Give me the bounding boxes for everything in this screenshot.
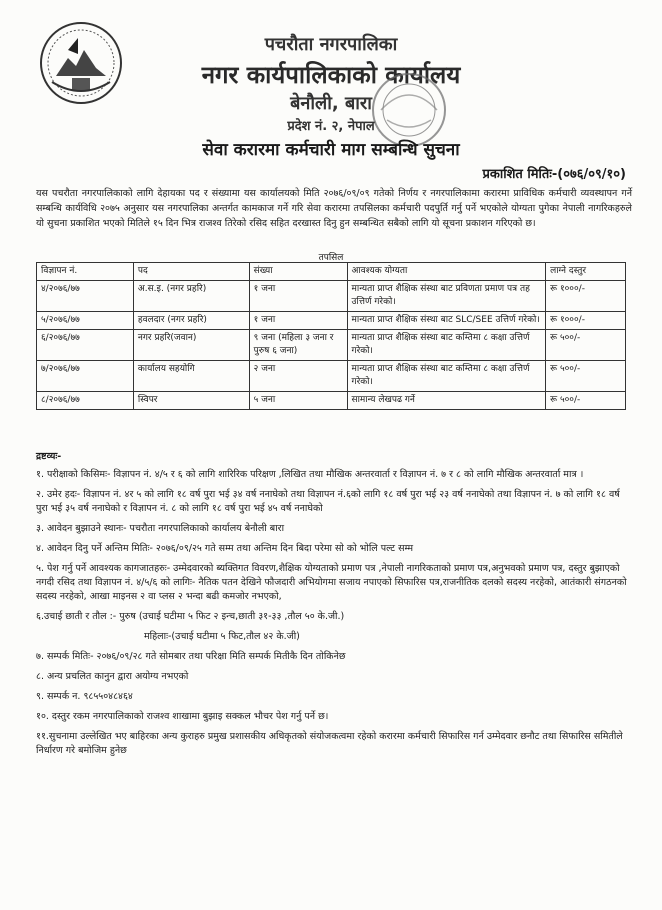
- note-item: ८. अन्य प्रचलित कानुन द्वारा अयोग्य नभएको: [36, 671, 189, 682]
- note-item: ७. सम्पर्क मितिः- २०७६/०९/२८ गते सोमबार तथा परिक्षा मिति सम्पर्क मितीकै दिन तोकिनेछ: [36, 651, 346, 662]
- ad-number-cell: ७/२०७६/७७: [37, 361, 134, 392]
- table-row: [37, 281, 626, 312]
- municipality-name: पचरौता नगरपालिका: [264, 34, 398, 55]
- note-item: ६.उचाई छाती र तौल :- पुरुष (उचाई घटीमा ५ फिट २ इन्च,छाती ३१-३३ ,तौल ५० के.जी.): [36, 611, 345, 622]
- table-row: [37, 361, 626, 392]
- office-name: नगर कार्यपालिकाको कार्यालय: [201, 61, 461, 89]
- count-cell: ९ जना (महिला ३ जना र पुरुष ६ जना): [249, 330, 347, 361]
- ad-number-cell: ६/२०७६/७७: [37, 330, 134, 361]
- notes-heading: द्रष्टव्यः-: [36, 451, 62, 462]
- office-location: बेनौली, बारा: [290, 93, 372, 114]
- ad-number-cell: ८/२०७६/७७: [37, 392, 134, 410]
- vacancy-table: [36, 262, 626, 410]
- col-header: संख्या: [249, 263, 347, 281]
- note-item: ४. आवेदन दिनु पर्ने अन्तिम मितिः- २०७६/०९/२५ गते सम्म तथा अन्तिम दिन बिदा परेमा सो को भोलि पल्ट सम्म: [36, 543, 414, 554]
- table-row: [37, 330, 626, 361]
- table-row: [37, 312, 626, 330]
- fee-cell: रू ५००/-: [546, 361, 626, 392]
- ad-number-cell: ४/२०७६/७७: [37, 281, 134, 312]
- note-item: २. उमेर हदः- विज्ञापन नं. ४र ५ को लागि १८ वर्ष पुरा भई ३४ वर्ष ननाघेको तथा विज्ञापन नं.६को लागि १८ वर्ष पुरा भई २३ वर्ष ननाघेको तथा विज्ञापन नं. ७ को लागि १८ वर्ष पुरा भई ३५ वर्ष ननाघेको र विज्ञापन नं. ८ को लागि १८ वर्ष पुरा भई ४५ वर्ष ननाघेको: [36, 489, 620, 514]
- post-cell: कार्यालय सहयोगि: [133, 361, 249, 392]
- qualification-cell: मान्यता प्राप्त शैक्षिक संस्था बाट कम्तिमा ८ कक्षा उत्तिर्ण गरेको।: [347, 361, 546, 392]
- post-cell: नगर प्रहरि(जवान): [133, 330, 249, 361]
- note-item: ३. आवेदन बुझाउने स्थानः- पचरौता नगरपालिकाको कार्यालय बेनौली बारा: [36, 523, 285, 534]
- qualification-cell: मान्यता प्राप्त शैक्षिक संस्था बाट SLC/SEE उत्तिर्ण गरेको।: [347, 312, 546, 330]
- fee-cell: रू १०००/-: [546, 312, 626, 330]
- office-province: प्रदेश नं. २, नेपाल: [287, 119, 375, 134]
- note-item: महिलाः-(उचाई घटीमा ५ फिट,तौल ४२ के.जी): [144, 631, 300, 642]
- published-date: प्रकाशित मितिः-(०७६/०९/१०): [482, 167, 626, 182]
- note-item: ११.सुचनामा उल्लेखित भए बाहिरका अन्य कुराहरु प्रमुख प्रशासकीय अधिकृतको संयोजकत्वमा रहेको करारमा कर्मचारी सिफारिस गर्न उम्मेदवार छनौट तथा सिफारिस समितीले निर्धारण गरे बमोजिम हुनेछ: [36, 731, 623, 756]
- col-header: विज्ञापन नं.: [37, 263, 134, 281]
- col-header: पद: [133, 263, 249, 281]
- ad-number-cell: ५/२०७६/७७: [37, 312, 134, 330]
- post-cell: अ.स.इ. (नगर प्रहरि): [133, 281, 249, 312]
- fee-cell: रू ५००/-: [546, 392, 626, 410]
- count-cell: ५ जना: [249, 392, 347, 410]
- fee-cell: रू ५००/-: [546, 330, 626, 361]
- note-item: १. परीक्षाको किसिमः- विज्ञापन नं. ४/५ र ६ को लागि शारिरिक परिक्षण ,लिखित तथा मौखिक अन्तरवार्ता र विज्ञापन नं. ७ र ८ को लागि मौखिक अन्तरवार्ता मात्र ।: [36, 469, 584, 480]
- col-header: लाग्ने दस्तुर: [546, 263, 626, 281]
- count-cell: १ जना: [249, 281, 347, 312]
- qualification-cell: सामान्य लेखपढ गर्ने: [347, 392, 546, 410]
- col-header: आवश्यक योग्यता: [347, 263, 546, 281]
- post-cell: स्विपर: [133, 392, 249, 410]
- fee-cell: रू १०००/-: [546, 281, 626, 312]
- intro-paragraph: यस पचरौता नगरपालिकाको लागि देहायका पद र संख्यामा यस कार्यालयको मिति २०७६/०९/०९ गतेको निर्णय र नगरपालिकामा करारमा प्राविधिक कर्मचारी व्यवस्थापन गर्ने सम्बन्धि कार्यविधि २०७५ अनुसार यस नगरपालिका अन्तर्गत कामकाज गर्ने गरि सेवा करारमा तपसिलका कर्मचारी पदपुर्ति गर्नु पर्ने भएकोले योग्यता पुगेका नेपाली नागरिकहरुले यो सुचना प्रकाशित भएको मितिले १५ दिन भित्र राजश्व तिरेको रसिद सहित दरखास्त दिनु हुन सम्बन्धित सबैको लागि यो सूचना प्रकाशन गरिएको छ।: [36, 188, 632, 229]
- note-item: ९. सम्पर्क न. ९८५५०४८४६४: [36, 691, 133, 702]
- notes-section: [36, 450, 632, 764]
- table-label: तपसिल: [318, 253, 344, 263]
- count-cell: २ जना: [249, 361, 347, 392]
- qualification-cell: मान्यता प्राप्त शैक्षिक संस्था बाट प्रविणता प्रमाण पत्र तह उत्तिर्ण गरेको।: [347, 281, 546, 312]
- table-row: [37, 392, 626, 410]
- table-header-row: [37, 263, 626, 281]
- notice-title: सेवा करारमा कर्मचारी माग सम्बन्धि सुचना: [202, 140, 460, 160]
- note-item: १०. दस्तुर रकम नगरपालिकाको राजश्व शाखामा बुझाइ सक्कल भौचर पेश गर्नु पर्ने छ।: [36, 711, 329, 722]
- count-cell: १ जना: [249, 312, 347, 330]
- post-cell: हवलदार (नगर प्रहरि): [133, 312, 249, 330]
- note-item: ५. पेश गर्नु पर्ने आवश्यक कागजातहरुः- उम्मेदवारको ब्यक्तिगत विवरण,शैक्षिक योग्यताको प्रमाण पत्र ,नेपाली नागरिकताको प्रमाण पत्र,अनुभवको प्रमाण पत्र, दस्तुर बुझाएको नगदी रसिद तथा विज्ञापन नं. ४/५/६ को लागिः- नैतिक पतन देखिने फौजदारी अभियोगमा सजाय नपाएको सिफारिस पत्र,राजनीतिक दलको सदस्य नरहेको, आतंकारी संगठनको सदस्य नरहेको, आखा माइनस २ वा प्लस २ भन्दा बढी कमजोर नभएको,: [36, 563, 627, 602]
- qualification-cell: मान्यता प्राप्त शैक्षिक संस्था बाट कम्तिमा ८ कक्षा उत्तिर्ण गरेको।: [347, 330, 546, 361]
